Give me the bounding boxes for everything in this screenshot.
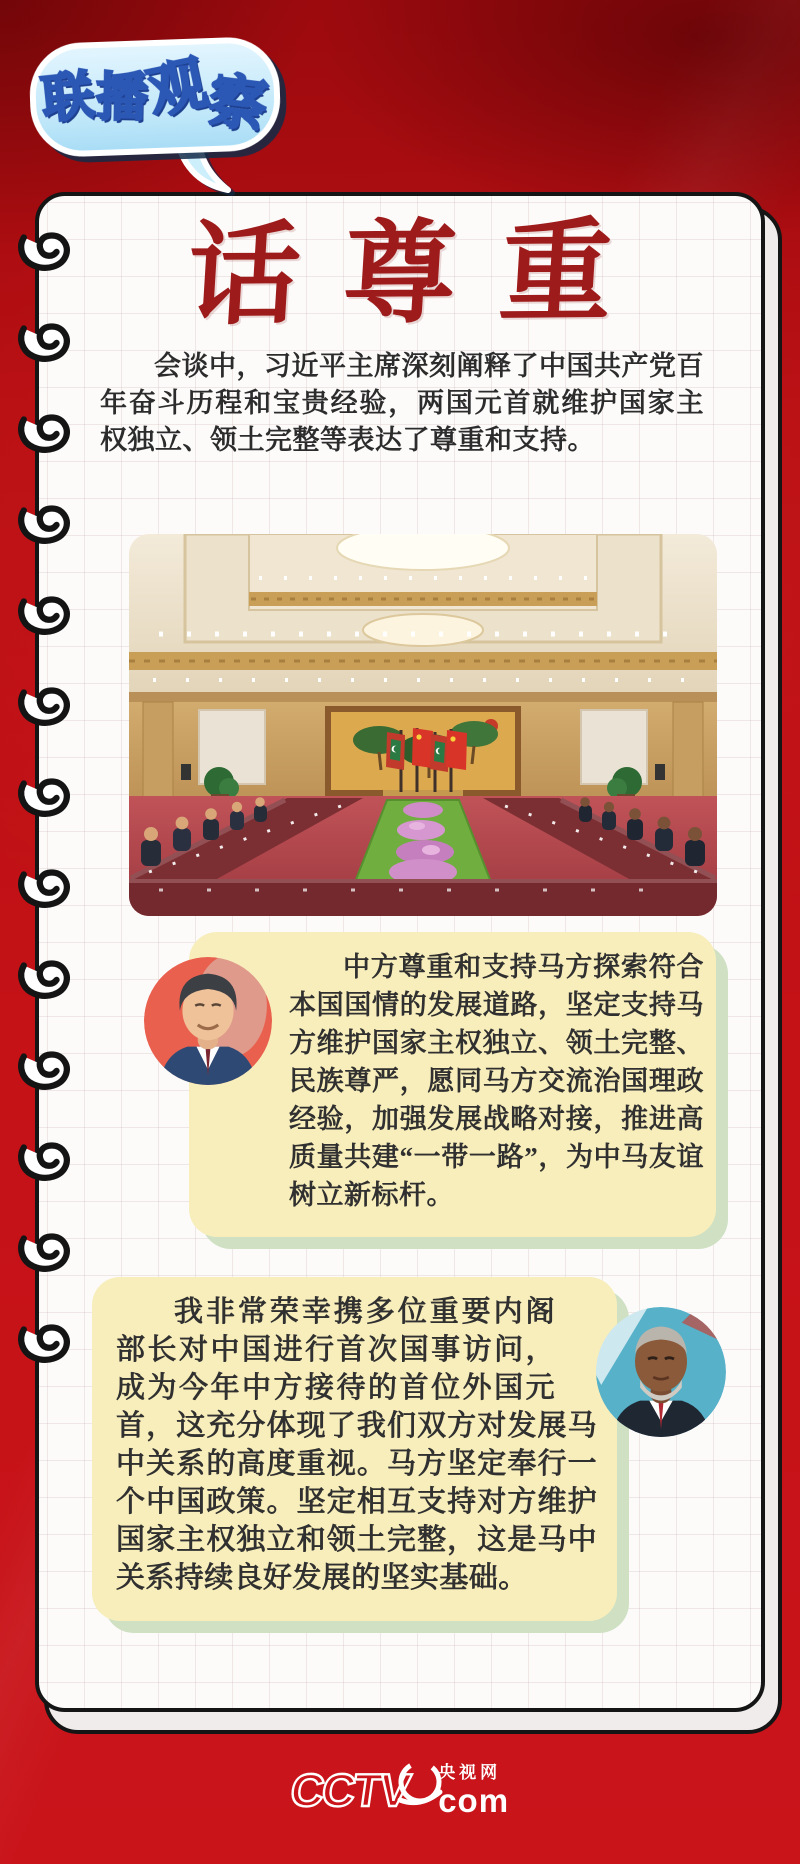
logo-char: 播 <box>95 68 149 128</box>
cctv-ring-icon <box>392 1756 448 1812</box>
spiral-ring-icon <box>14 406 76 456</box>
lianbo-guancha-logo <box>28 36 282 159</box>
spiral-ring-icon <box>14 315 76 365</box>
notebook-card <box>35 192 765 1712</box>
spiral-ring-icon <box>14 224 76 274</box>
spiral-ring-icon <box>14 588 76 638</box>
spiral-ring-icon <box>14 1043 76 1093</box>
spiral-ring-icon <box>14 679 76 729</box>
spiral-ring-icon <box>14 770 76 820</box>
cctv-logo-text: CCTV <box>287 1764 412 1816</box>
notebook-spiral-rings <box>14 224 76 1407</box>
meeting-photo <box>129 534 717 916</box>
spiral-ring-icon <box>14 1225 76 1275</box>
intro-paragraph: 会谈中，习近平主席深刻阐释了中国共产党百年奋斗历程和宝贵经验，两国元首就维护国家主权独立、领土完整等表达了尊重和支持。 <box>100 351 704 455</box>
com-label: com <box>438 1781 510 1819</box>
spiral-ring-icon <box>14 952 76 1002</box>
avatar-wrap-spacer <box>555 1293 597 1373</box>
logo-char: 察 <box>205 67 271 140</box>
quote-bubble-xi <box>189 932 716 1237</box>
spiral-ring-icon <box>14 1134 76 1184</box>
spiral-ring-icon <box>14 1316 76 1366</box>
quote-text-xi: 中方尊重和支持马方探索符合本国国情的发展道路，坚定支持马方维护国家主权独立、领土完整、民族尊严，愿同马方交流治国理政经验，加强发展战略对接，推进高质量共建“一带一路”，为中马友谊树立新标杆。 <box>289 952 704 1210</box>
logo-char: 联 <box>38 66 97 130</box>
quote-bubble-muizzu <box>92 1277 617 1621</box>
xi-jinping-avatar <box>144 957 272 1085</box>
spiral-ring-icon <box>14 497 76 547</box>
quote-text-muizzu: 我非常荣幸携多位重要内阁部长对中国进行首次国事访问，成为今年中方接待的首位外国元首，这充分体现了我们双方对发展马中关系的高度重视。马方坚定奉行一个中国政策。坚定相互支持对方维护国家主权独立和领土完整，这是马中关系持续良好发展的坚实基础。 <box>116 1293 597 1597</box>
site-name-label: 央视网 <box>438 1762 502 1782</box>
cctv-com-logo <box>0 1750 800 1830</box>
page-title: 话尊重 <box>183 205 661 341</box>
muizzu-avatar <box>596 1307 726 1437</box>
cctv-logo-right <box>438 1764 509 1817</box>
logo-char: 观 <box>142 50 213 126</box>
spiral-ring-icon <box>14 861 76 911</box>
